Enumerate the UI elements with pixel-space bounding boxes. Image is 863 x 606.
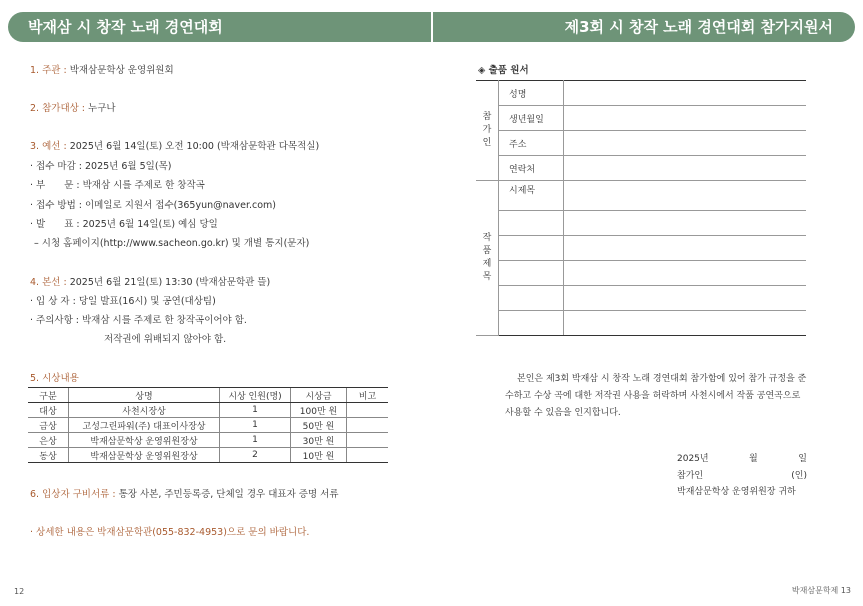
column-header: 구분: [28, 388, 69, 403]
table-cell: [347, 403, 389, 418]
date-year: 2025년: [677, 454, 709, 464]
awards-title: 5. 시상내용: [30, 373, 79, 384]
prelim-item: · 부 문 : 박재삼 시를 주제로 한 창작곡: [30, 180, 205, 191]
table-row: [28, 403, 388, 418]
column-header: 시상 인원(명): [220, 388, 291, 403]
form-row: [476, 211, 806, 236]
inquiry-note: · 상세한 내용은 박재삼문학관(055-832-4953)으로 문의 바랍니다.: [30, 527, 310, 538]
prelim-line: [30, 138, 319, 152]
table-cell: 금상: [28, 418, 69, 433]
table-cell: 1: [220, 418, 291, 433]
work-blank-label: [499, 311, 564, 336]
addressee-text: 박재삼문학상 운영위원장 귀하: [677, 487, 796, 497]
form-row: [476, 81, 806, 106]
page-number-left: 12: [14, 587, 25, 596]
form-section-title: ◈ 출품 원서: [478, 65, 529, 76]
form-row: [476, 236, 806, 261]
date-month: 월: [749, 454, 758, 464]
prelim-value: 2025년 6월 14일(토) 오전 10:00 (박재삼문학관 다목적실): [66, 141, 320, 152]
poem-title-field[interactable]: [564, 181, 807, 211]
work-field[interactable]: [564, 261, 807, 286]
table-row: [28, 418, 388, 433]
address-field[interactable]: [564, 131, 807, 156]
table-cell: 2: [220, 448, 291, 463]
awards-table: [28, 387, 388, 463]
final-item: 저작권에 위배되지 않아야 함.: [104, 334, 227, 345]
table-cell: 동상: [28, 448, 69, 463]
contact-field[interactable]: [564, 156, 807, 181]
table-cell: 고성그린파워(주) 대표이사장상: [69, 418, 220, 433]
final-item: · 입 상 자 : 당일 발표(16시) 및 공연(대상팀): [30, 296, 216, 307]
eligibility-line: [30, 100, 116, 114]
field-label-poem-title: 시제목: [499, 181, 564, 211]
left-header-banner: [8, 12, 431, 42]
page-number-right: 박재삼문학제 13: [791, 586, 851, 595]
table-cell: 박재삼문학상 운영위원장상: [69, 433, 220, 448]
signature-participant: [677, 468, 807, 482]
final-item: · 주의사항 : 박재삼 시를 주제로 한 창작곡이어야 함.: [30, 315, 247, 326]
prelim-label: 3. 예선 :: [30, 141, 67, 152]
field-label-address: 주소: [499, 131, 564, 156]
table-cell: 박재삼문학상 운영위원장상: [69, 448, 220, 463]
application-form: [476, 80, 806, 336]
host-line: [30, 62, 174, 76]
prelim-item: · 접수 마감 : 2025년 6월 5일(목): [30, 161, 172, 172]
birthdate-field[interactable]: [564, 106, 807, 131]
date-day: 일: [798, 454, 807, 464]
work-blank-label: [499, 236, 564, 261]
table-cell: [347, 418, 389, 433]
work-group-label: 작 품 제 목: [476, 181, 499, 336]
host-value: 박재삼문학상 운영위원회: [66, 65, 174, 76]
signature-date: [677, 451, 807, 465]
work-field[interactable]: [564, 236, 807, 261]
work-blank-label: [499, 261, 564, 286]
documents-label: 6. 입상자 구비서류 :: [30, 489, 116, 500]
form-row: [476, 311, 806, 336]
table-cell: 1: [220, 403, 291, 418]
table-cell: 사천시장상: [69, 403, 220, 418]
form-row: [476, 286, 806, 311]
column-header: 상명: [69, 388, 220, 403]
final-label: 4. 본선 :: [30, 277, 67, 288]
table-header-row: [28, 388, 388, 403]
work-field[interactable]: [564, 211, 807, 236]
final-value: 2025년 6월 21일(토) 13:30 (박재삼문학관 뜰): [66, 277, 271, 288]
name-field[interactable]: [564, 81, 807, 106]
column-header: 시상금: [291, 388, 347, 403]
table-cell: 은상: [28, 433, 69, 448]
field-label-birthdate: 생년월일: [499, 106, 564, 131]
table-cell: 1: [220, 433, 291, 448]
final-line: [30, 274, 270, 288]
form-row: [476, 106, 806, 131]
participant-label: 참가인: [677, 471, 704, 481]
documents-value: 통장 사본, 주민등록증, 단체일 경우 대표자 증명 서류: [115, 489, 339, 500]
prelim-item: – 시청 홈페이지(http://www.sacheon.go.kr) 및 개별 통지(문자): [34, 238, 310, 249]
participant-group-label: 참 가 인: [476, 81, 499, 181]
table-row: [28, 448, 388, 463]
prelim-item: · 접수 방법 : 이메일로 지원서 접수(365yun@naver.com): [30, 200, 277, 211]
signature-addressee: [677, 484, 807, 498]
form-row: [476, 261, 806, 286]
table-cell: [347, 448, 389, 463]
table-cell: 50만 원: [291, 418, 347, 433]
table-cell: 대상: [28, 403, 69, 418]
table-cell: 30만 원: [291, 433, 347, 448]
column-header: 비고: [347, 388, 389, 403]
table-cell: 100만 원: [291, 403, 347, 418]
pledge-text: 본인은 제3회 박재삼 시 창작 노래 경연대회 참가함에 있어 참가 규정을 준수하고 수상 곡에 대한 저작권 사용을 허락하며 사천시에서 작품 공연곡으로 사용할 수 있음을 인지합니다.: [505, 374, 807, 418]
prelim-item: · 발 표 : 2025년 6월 14일(토) 예심 당일: [30, 219, 218, 230]
table-cell: 10만 원: [291, 448, 347, 463]
right-header-banner: [433, 12, 855, 42]
documents-line: [30, 486, 339, 500]
table-cell: [347, 433, 389, 448]
form-row: [476, 181, 806, 211]
form-row: [476, 131, 806, 156]
seal-mark: (인): [791, 471, 807, 481]
field-label-contact: 연락처: [499, 156, 564, 181]
host-label: 1. 주관 :: [30, 65, 67, 76]
eligibility-value: 누구나: [85, 103, 116, 114]
left-header-title: 박재삼 시 창작 노래 경연대회: [28, 18, 223, 36]
work-field[interactable]: [564, 311, 807, 336]
right-header-title: 제3회 시 창작 노래 경연대회 참가지원서: [564, 18, 833, 36]
form-row: [476, 156, 806, 181]
eligibility-label: 2. 참가대상 :: [30, 103, 86, 114]
table-row: [28, 433, 388, 448]
work-blank-label: [499, 211, 564, 236]
work-blank-label: [499, 286, 564, 311]
field-label-name: 성명: [499, 81, 564, 106]
work-field[interactable]: [564, 286, 807, 311]
